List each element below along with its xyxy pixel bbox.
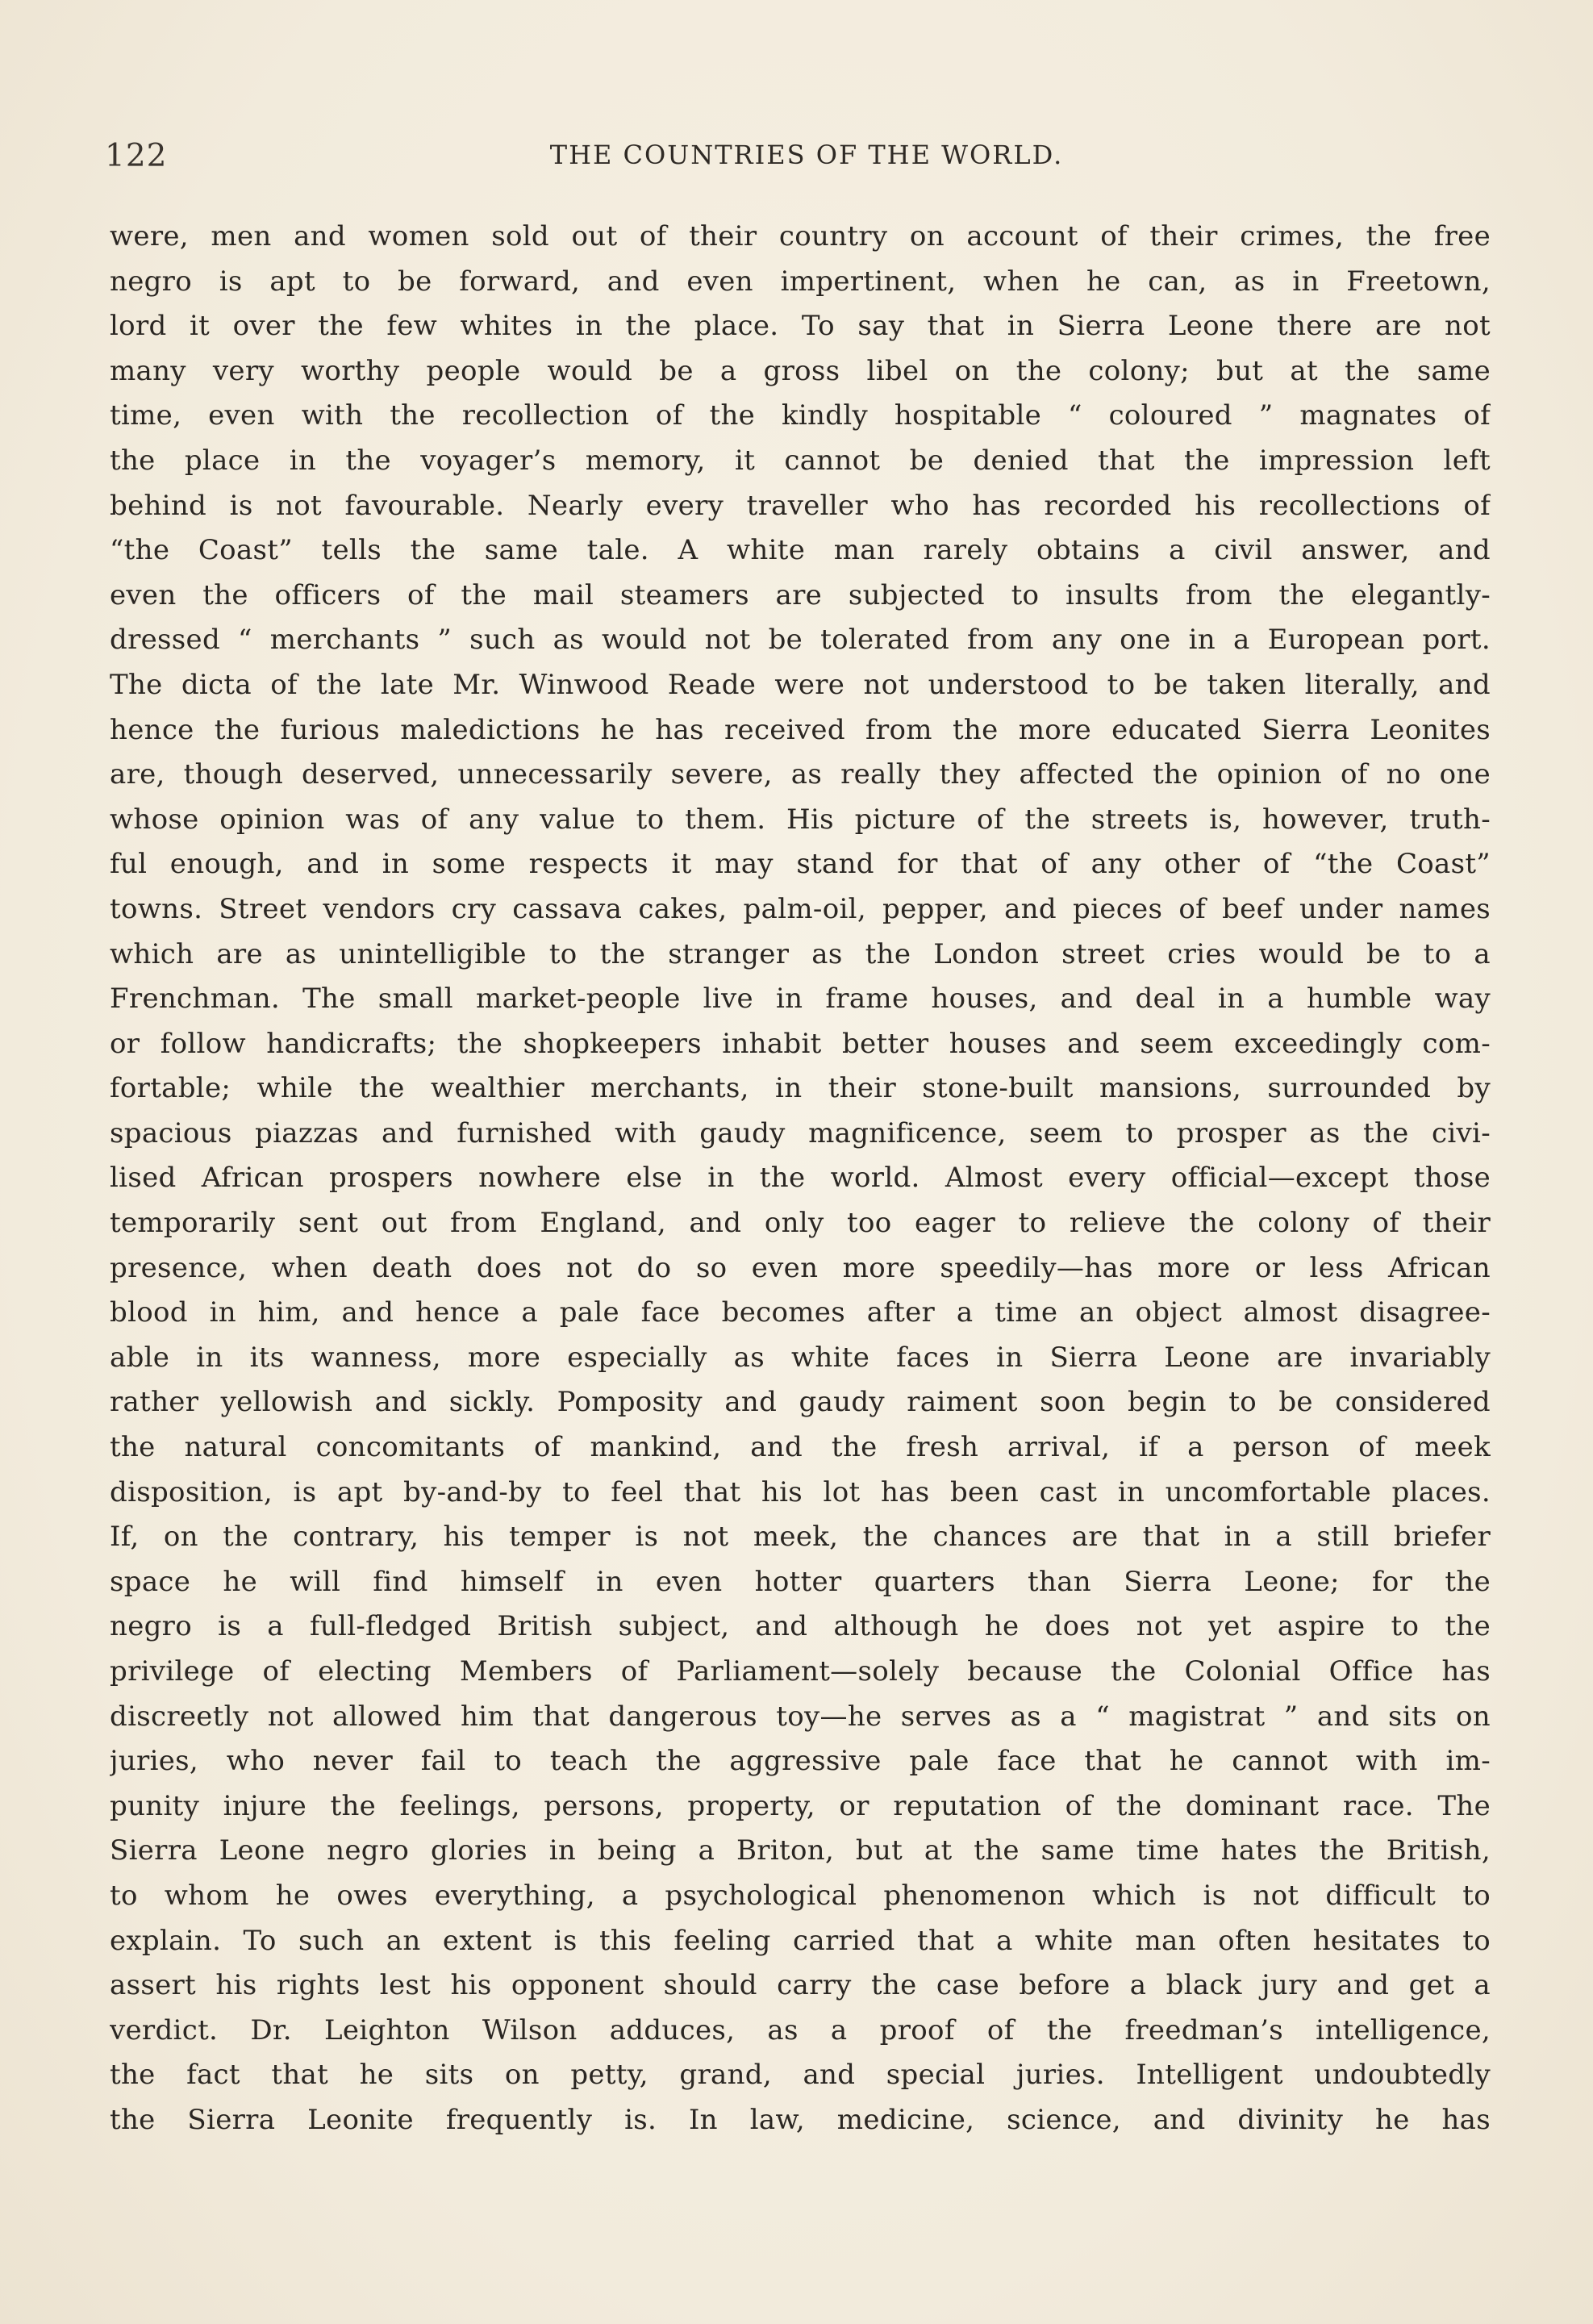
text-line: the Sierra Leonite frequently is. In law, medicine, science, and divinity he has [110, 2103, 1491, 2136]
text-line: time, even with the recollection of the kindly hospitable “ coloured ” magnates of [110, 399, 1491, 432]
text-line: spacious piazzas and furnished with gaudy magnificence, seem to prosper as the civi- [110, 1116, 1491, 1149]
text-line: to whom he owes everything, a psychological phenomenon which is not difficult to [110, 1879, 1491, 1912]
text-line: “the Coast” tells the same tale. A white man rarely obtains a civil answer, and [110, 534, 1491, 567]
text-line: the natural concomitants of mankind, and the fresh arrival, if a person of meek [110, 1431, 1491, 1464]
text-line: If, on the contrary, his temper is not meek, the chances are that in a still briefer [110, 1521, 1491, 1554]
text-line: even the officers of the mail steamers are subjected to insults from the elegantly- [110, 578, 1491, 611]
text-line: which are as unintelligible to the stranger as the London street cries would be to a [110, 937, 1491, 970]
text-line: presence, when death does not do so even more speedily—has more or less African [110, 1251, 1491, 1284]
text-line: or follow handicrafts; the shopkeepers inhabit better houses and seem exceedingly com- [110, 1027, 1491, 1060]
text-line: the fact that he sits on petty, grand, and special juries. Intelligent undoubtedly [110, 2059, 1491, 2092]
body-text [110, 215, 1491, 2143]
text-line: disposition, is apt by-and-by to feel that his lot has been cast in uncomfortable places. [110, 1475, 1491, 1508]
text-line: Sierra Leone negro glories in being a Briton, but at the same time hates the British, [110, 1834, 1491, 1867]
text-line: space he will find himself in even hotter quarters than Sierra Leone; for the [110, 1565, 1491, 1598]
running-head [105, 133, 1508, 173]
text-line: verdict. Dr. Leighton Wilson adduces, as a proof of the freedman’s intelligence, [110, 2013, 1491, 2047]
text-line: Frenchman. The small market-people live in frame houses, and deal in a humble way [110, 983, 1491, 1016]
text-line: whose opinion was of any value to them. His picture of the streets is, however, truth- [110, 803, 1491, 836]
text-line: lised African prospers nowhere else in the world. Almost every official—except those [110, 1162, 1491, 1195]
text-line: assert his rights lest his opponent should carry the case before a black jury and get a [110, 1969, 1491, 2002]
text-line: negro is apt to be forward, and even impertinent, when he can, as in Freetown, [110, 265, 1491, 298]
text-line: many very worthy people would be a gross libel on the colony; but at the same [110, 354, 1491, 387]
text-line: explain. To such an extent is this feeling carried that a white man often hesitates to [110, 1924, 1491, 1957]
text-line: temporarily sent out from England, and only too eager to relieve the colony of their [110, 1207, 1491, 1240]
text-line: The dicta of the late Mr. Winwood Reade were not understood to be taken literally, and [110, 668, 1491, 701]
text-line: negro is a full-fledged British subject, and although he does not yet aspire to the [110, 1610, 1491, 1643]
text-line: privilege of electing Members of Parliament—solely because the Colonial Office has [110, 1655, 1491, 1688]
text-line: punity injure the feelings, persons, property, or reputation of the dominant race. The [110, 1789, 1491, 1822]
text-line: juries, who never fail to teach the aggressive pale face that he cannot with im- [110, 1745, 1491, 1778]
text-line: dressed “ merchants ” such as would not be tolerated from any one in a European port. [110, 624, 1491, 657]
text-line: blood in him, and hence a pale face becomes after a time an object almost disagree- [110, 1296, 1491, 1329]
text-line: able in its wanness, more especially as white faces in Sierra Leone are invariably [110, 1341, 1491, 1374]
text-line: fortable; while the wealthier merchants, in their stone-built mansions, surrounded by [110, 1072, 1491, 1105]
text-line: behind is not favourable. Nearly every traveller who has recorded his recollections of [110, 489, 1491, 522]
page-number: 122 [105, 138, 168, 174]
text-line: hence the furious maledictions he has received from the more educated Sierra Leonites [110, 713, 1491, 746]
text-line: lord it over the few whites in the place. To say that in Sierra Leone there are not [110, 310, 1491, 343]
text-line: rather yellowish and sickly. Pomposity and gaudy raiment soon begin to be considered [110, 1386, 1491, 1419]
text-line: discreetly not allowed him that dangerous toy—he serves as a “ magistrat ” and sits on [110, 1700, 1491, 1733]
running-title: THE COUNTRIES OF THE WORLD. [549, 140, 1064, 170]
text-line: ful enough, and in some respects it may stand for that of any other of “the Coast” [110, 848, 1491, 881]
text-line: were, men and women sold out of their country on account of their crimes, the free [110, 220, 1491, 252]
text-line: are, though deserved, unnecessarily severe, as really they affected the opinion of no one [110, 758, 1491, 791]
text-line: the place in the voyager’s memory, it cannot be denied that the impression left [110, 444, 1491, 477]
text-line: towns. Street vendors cry cassava cakes, palm-oil, pepper, and pieces of beef under names [110, 892, 1491, 925]
